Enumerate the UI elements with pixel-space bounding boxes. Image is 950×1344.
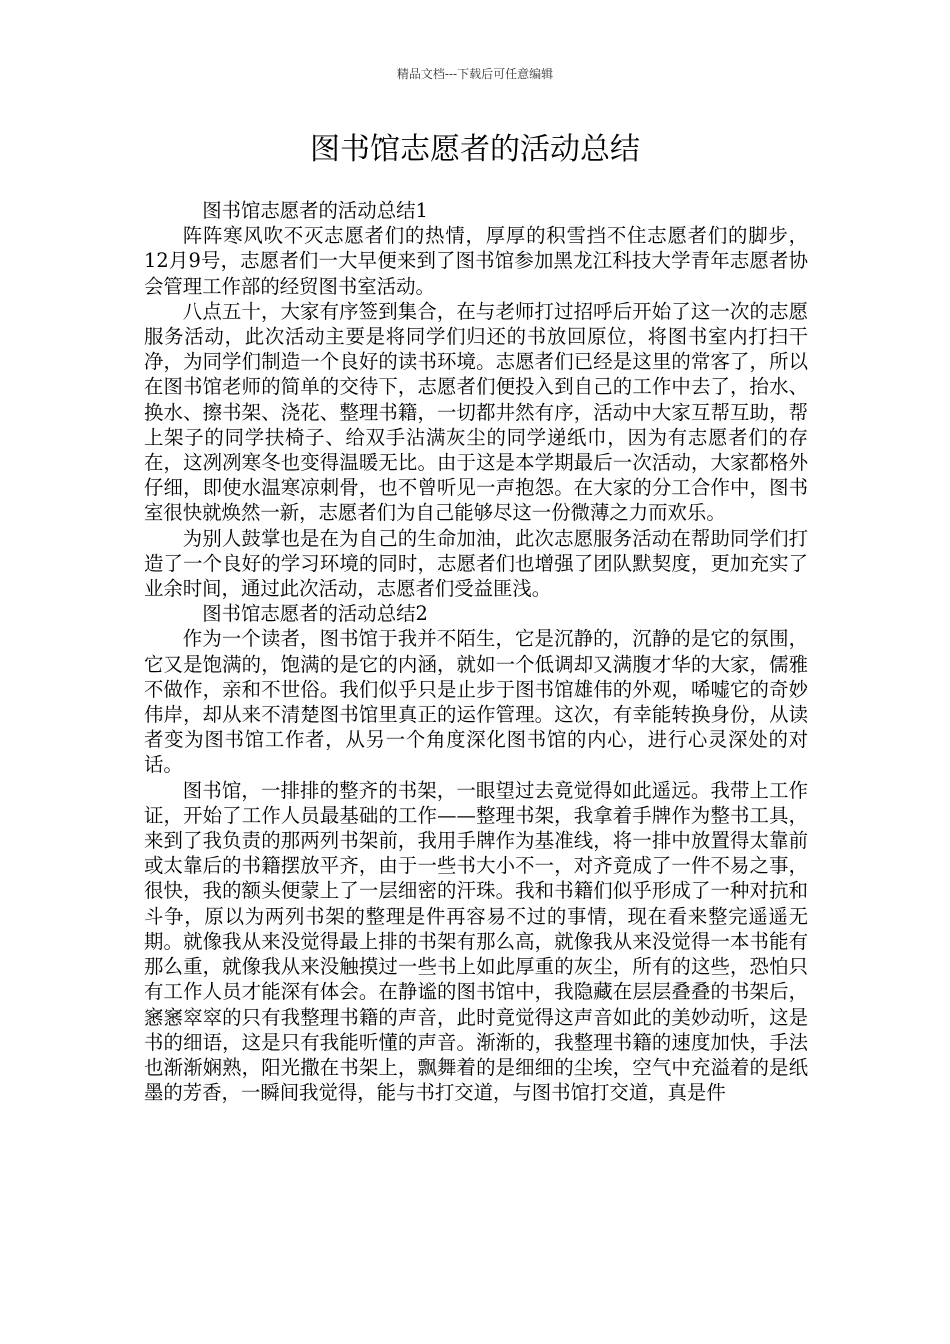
section-heading-1: 图书馆志愿者的活动总结1 xyxy=(202,199,428,222)
paragraph: 图书馆，一排排的整齐的书架，一眼望过去竟觉得如此遥远。我带上工作证，开始了工作人员最基础的工作——整理书架，我拿着手牌作为整书工具，来到了我负责的那两列书架前，我用手牌作为基准线，将一排中放置得太靠前或太靠后的书籍摆放平齐，由于一些书大小不一，对齐竟成了一件不易之事，很快，我的额头便蒙上了一层细密的汗珠。我和书籍们似乎形成了一种对抗和斗争，原以为两列书架的整理是件再容易不过的事情，现在看来整完遥遥无期。就像我从来没觉得最上排的书架有那么高，就像我从来没觉得一本书能有那么重，就像我从来没触摸过一些书上如此厚重的灰尘，所有的这些，恐怕只有工作人员才能深有体会。在静谧的图书馆中，我隐藏在层层叠叠的书架后，窸窸窣窣的只有我整理书籍的声音，此时竟觉得这声音如此的美妙动听，这是书的细语，这是只有我能听懂的声音。渐渐的，我整理书籍的速度加快，手法也渐渐娴熟，阳光撒在书架上，飘舞着的是细细的尘埃，空气中充溢着的是纸墨的芳香，一瞬间我觉得，能与书打交道，与图书馆打交道，真是件 xyxy=(144,778,808,1105)
header-note: 精品文档---下载后可任意编辑 xyxy=(396,67,554,81)
paragraph: 为别人鼓掌也是在为自己的生命加油，此次志愿服务活动在帮助同学们打造了一个良好的学习环境的同时，志愿者们也增强了团队默契度，更加充实了业余时间，通过此次活动，志愿者们受益匪浅。 xyxy=(144,526,808,601)
document-body xyxy=(144,198,808,1105)
paragraph: 八点五十，大家有序签到集合，在与老师打过招呼后开始了这一次的志愿服务活动，此次活动主要是将同学们归还的书放回原位，将图书室内打扫干净，为同学们制造一个良好的读书环境。志愿者们已经是这里的常客了，所以在图书馆老师的简单的交待下，志愿者们便投入到自己的工作中去了，抬水、换水、擦书架、浇花、整理书籍，一切都井然有序，活动中大家互帮互助，帮上架子的同学扶椅子、给双手沾满灰尘的同学递纸巾，因为有志愿者们的存在，这冽冽寒冬也变得温暖无比。由于这是本学期最后一次活动，大家都格外仔细，即使水温寒凉刺骨，也不曾听见一声抱怨。在大家的分工合作中，图书室很快就焕然一新，志愿者们为自己能够尽这一份微薄之力而欢乐。 xyxy=(144,299,808,525)
document-title: 图书馆志愿者的活动总结 xyxy=(310,132,640,167)
paragraph: 作为一个读者，图书馆于我并不陌生，它是沉静的，沉静的是它的氛围，它又是饱满的，饱满的是它的内涵，就如一个低调却又满腹才华的大家，儒雅不做作，亲和不世俗。我们似乎只是止步于图书馆雄伟的外观，唏嘘它的奇妙伟岸，却从来不清楚图书馆里真正的运作管理。这次，有幸能转换身份，从读者变为图书馆工作者，从另一个角度深化图书馆的内心，进行心灵深处的对话。 xyxy=(144,627,808,777)
section-heading-2: 图书馆志愿者的活动总结2 xyxy=(202,602,428,626)
paragraph: 阵阵寒风吹不灭志愿者们的热情，厚厚的积雪挡不住志愿者们的脚步，12月9号，志愿者们一大早便来到了图书馆参加黑龙江科技大学青年志愿者协会管理工作部的经贸图书室活动。 xyxy=(144,224,808,298)
